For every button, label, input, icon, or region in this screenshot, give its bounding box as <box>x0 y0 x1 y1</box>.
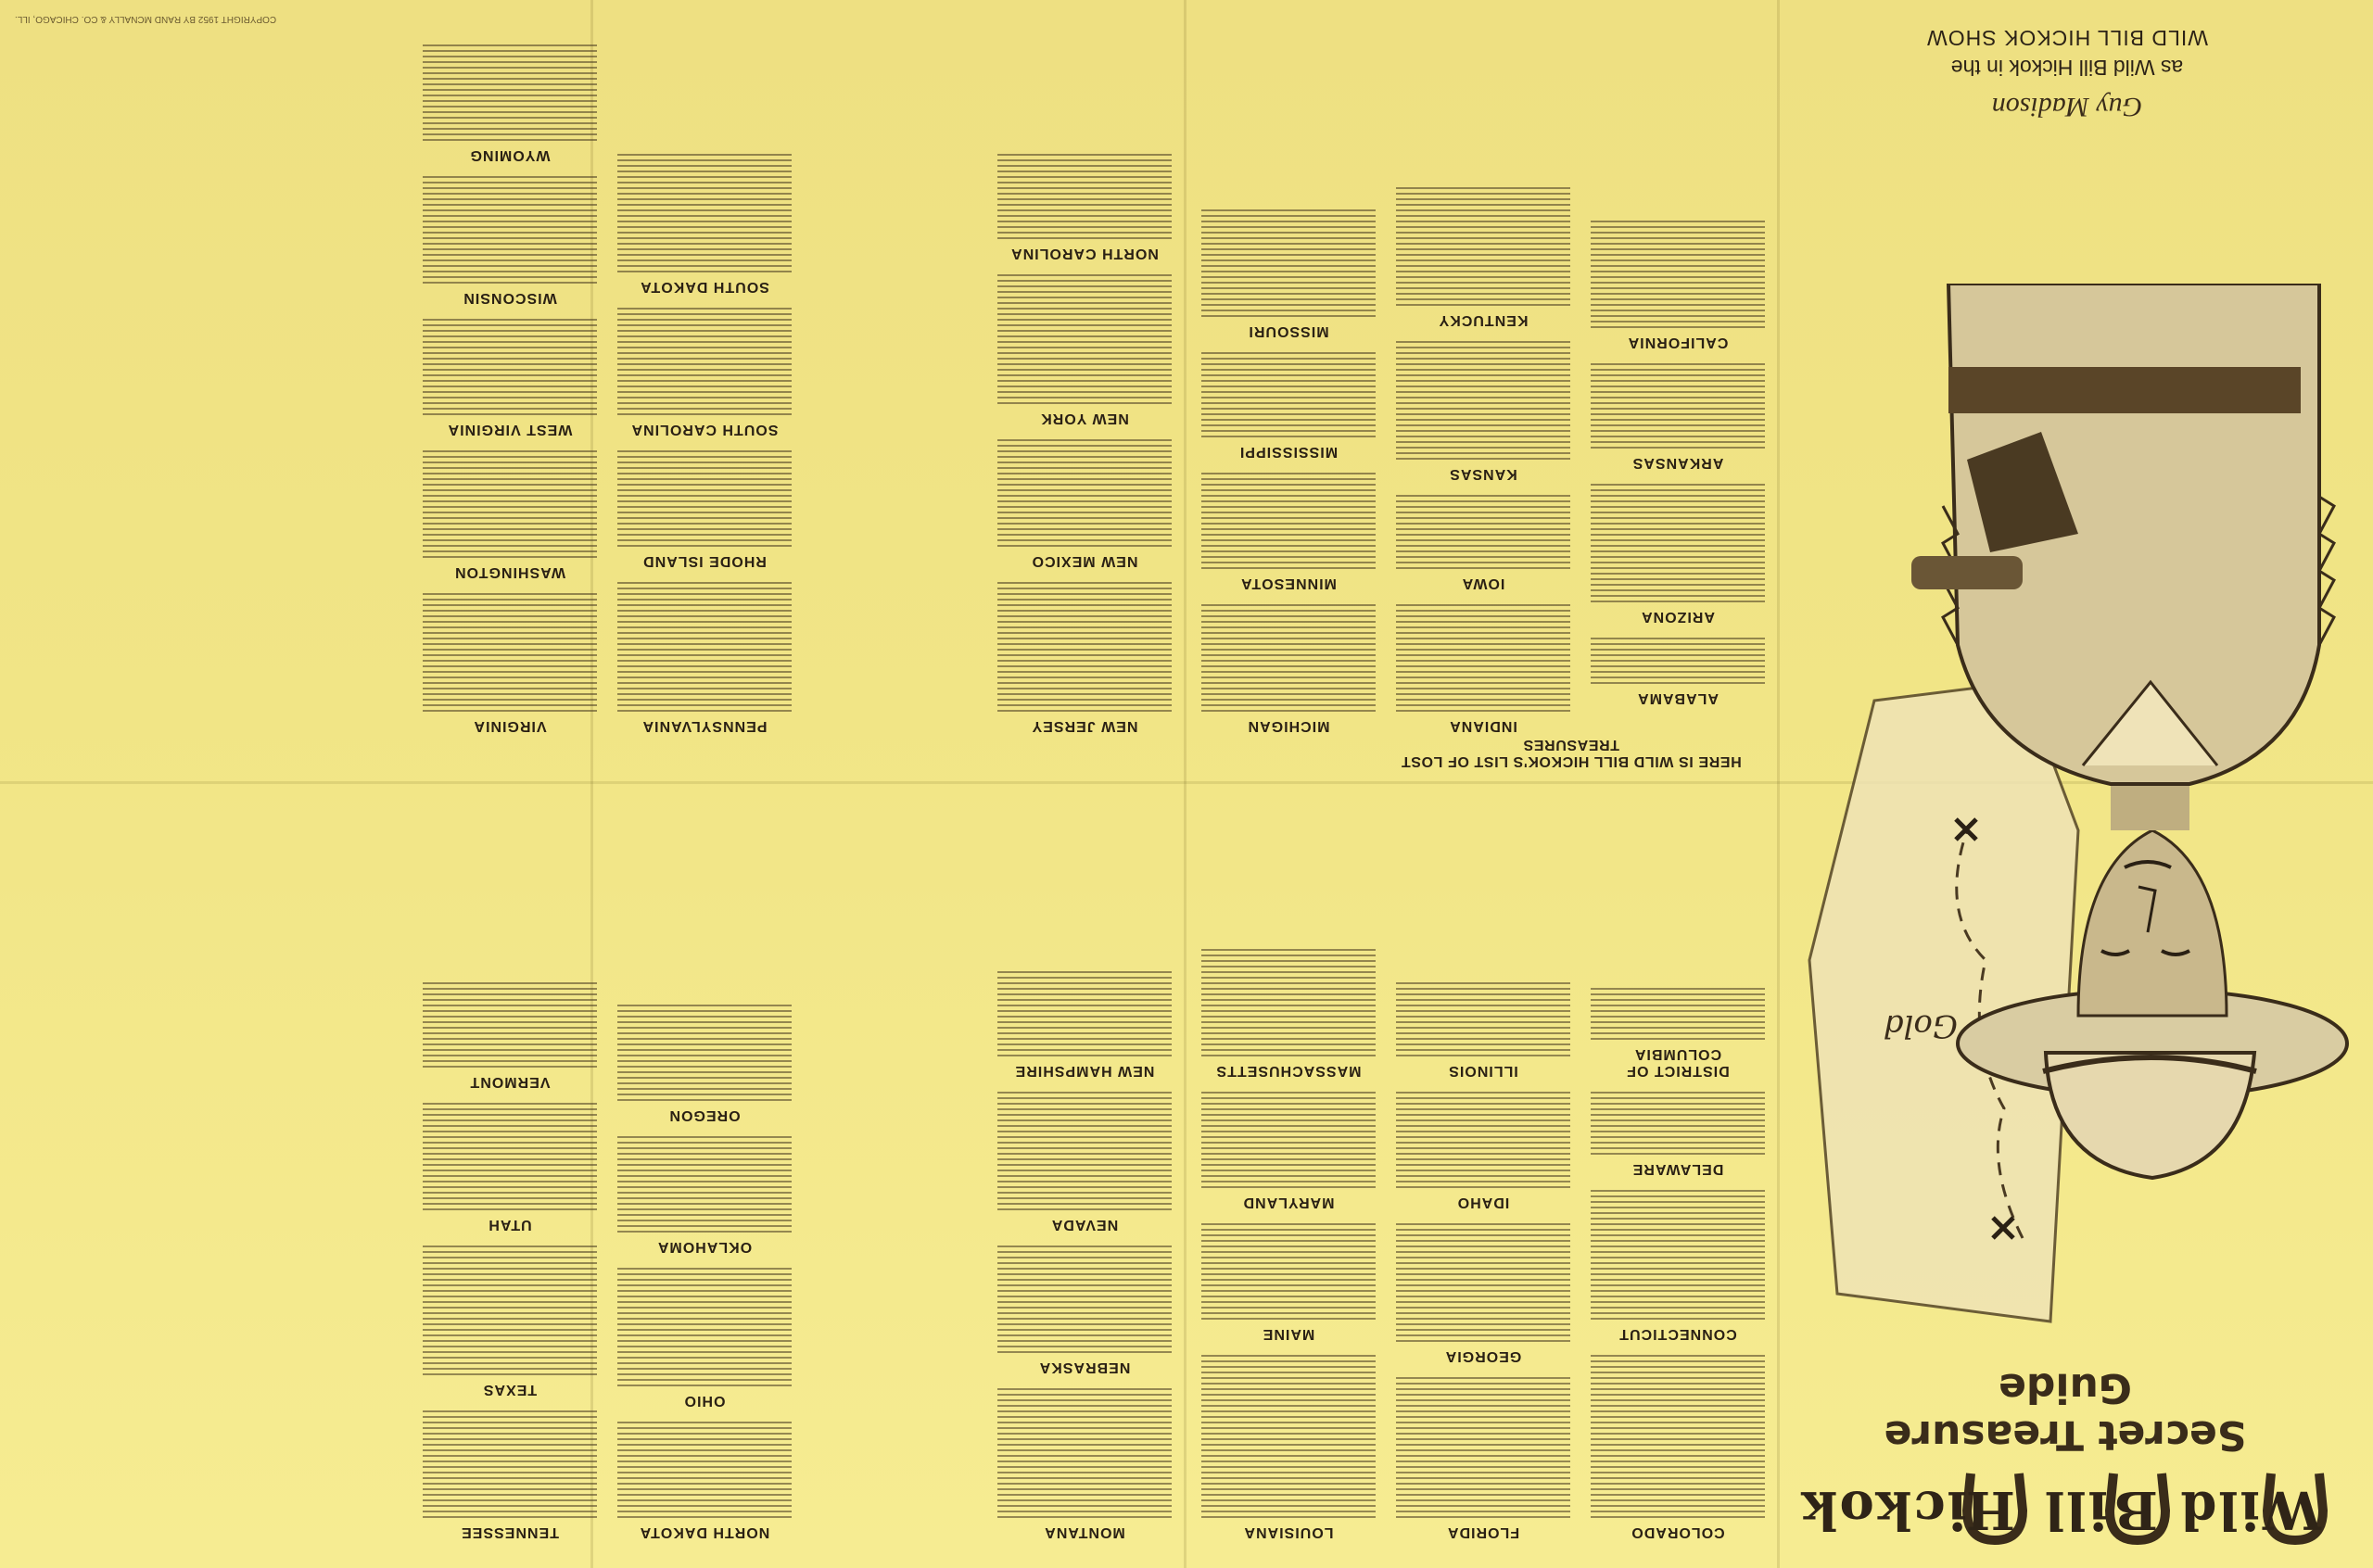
state-heading: WEST VIRGINIA <box>447 422 573 437</box>
state-entry-text <box>617 1001 792 1101</box>
cowboy-portrait <box>1795 284 2356 1349</box>
state-entry-text <box>617 304 792 415</box>
state-entry-text <box>1201 945 1376 1056</box>
state-heading: SOUTH CAROLINA <box>630 422 779 437</box>
state-heading: NEVADA <box>1050 1217 1119 1233</box>
state-heading: OREGON <box>668 1107 741 1123</box>
state-heading: TEXAS <box>482 1382 538 1397</box>
state-heading: UTAH <box>488 1217 532 1233</box>
state-heading: DISTRICT OF COLUMBIA <box>1626 1046 1730 1079</box>
state-entry-text <box>1591 1186 1765 1320</box>
state-heading: NEW HAMPSHIRE <box>1014 1063 1155 1079</box>
state-heading: NEW JERSEY <box>1031 718 1138 734</box>
title-word-ickok: ickok <box>1799 1479 1967 1540</box>
state-column <box>612 1001 797 1549</box>
state-column <box>612 150 797 743</box>
state-heading: ARIZONA <box>1641 609 1715 625</box>
state-heading: MONTANA <box>1044 1524 1125 1540</box>
state-heading: RHODE ISLAND <box>642 553 767 569</box>
caption-actor-name: Guy Madison <box>1991 92 2143 122</box>
state-entry-text <box>997 1385 1172 1518</box>
state-entry-text <box>1396 1220 1570 1342</box>
state-heading: INDIANA <box>1449 718 1517 734</box>
title-initial-h: H <box>1964 1479 2015 1540</box>
state-column <box>992 967 1177 1549</box>
state-entry-text <box>997 578 1172 712</box>
state-entry-text <box>1591 480 1765 602</box>
state-entry-text <box>1591 1351 1765 1518</box>
state-heading: MINNESOTA <box>1240 575 1337 591</box>
state-entry-text <box>423 172 597 284</box>
state-column <box>1585 217 1770 715</box>
state-heading: MAINE <box>1262 1326 1315 1342</box>
state-heading: MISSISSIPPI <box>1238 444 1339 460</box>
state-entry-text <box>617 447 792 547</box>
state-entry-text <box>1201 206 1376 317</box>
list-header: HERE IS WILD BILL HICKOK'S LIST OF LOST TREASURES <box>1401 737 1742 769</box>
state-column <box>1390 183 1576 743</box>
state-entry-text <box>1591 1088 1765 1155</box>
state-heading: SOUTH DAKOTA <box>640 279 769 295</box>
state-entry-text <box>617 1264 792 1386</box>
state-entry-text <box>423 589 597 712</box>
state-entry-text <box>423 979 597 1068</box>
state-heading: MISSOURI <box>1248 323 1329 339</box>
state-column <box>1196 206 1381 743</box>
state-entry-text <box>1396 979 1570 1056</box>
state-entry-text <box>617 150 792 272</box>
state-column <box>1390 979 1576 1549</box>
copyright-line: COPYRIGHT 1952 BY RAND MCNALLY & CO. CHICAGO, ILL. <box>15 14 277 24</box>
state-entry-text <box>1396 1373 1570 1518</box>
state-entry-text <box>997 150 1172 239</box>
state-heading: WISCONSIN <box>463 290 557 306</box>
state-heading: NORTH DAKOTA <box>639 1524 770 1540</box>
state-entry-text <box>617 1132 792 1233</box>
state-entry-text <box>997 967 1172 1056</box>
state-entry-text <box>1201 1220 1376 1320</box>
state-heading: DELAWARE <box>1631 1161 1724 1177</box>
state-entry-text <box>617 1418 792 1518</box>
title-word-ill: ill <box>2043 1479 2108 1540</box>
state-heading: NORTH CAROLINA <box>1010 246 1159 261</box>
state-entry-text <box>1201 1088 1376 1188</box>
state-entry-text <box>997 1242 1172 1353</box>
state-heading: OKLAHOMA <box>656 1239 753 1255</box>
state-entry-text <box>423 1242 597 1375</box>
state-entry-text <box>423 315 597 415</box>
state-entry-text <box>1201 348 1376 437</box>
state-heading: IDAHO <box>1456 1195 1510 1210</box>
state-entry-text <box>1591 360 1765 449</box>
cover-panel <box>1780 0 2373 1568</box>
state-heading: PENNSYLVANIA <box>641 718 768 734</box>
state-heading: NEBRASKA <box>1038 1359 1131 1375</box>
state-entry-text <box>1396 337 1570 460</box>
state-column <box>992 150 1177 743</box>
state-heading: GEORGIA <box>1444 1348 1522 1364</box>
state-heading: MICHIGAN <box>1247 718 1330 734</box>
caption-line-2: WILD BILL HICKOK SHOW <box>1926 26 2208 50</box>
state-heading: VERMONT <box>469 1074 551 1090</box>
state-heading: KANSAS <box>1449 466 1517 482</box>
state-entry-text <box>1591 984 1765 1040</box>
state-entry-text <box>1201 469 1376 569</box>
state-entry-text <box>1396 183 1570 306</box>
state-heading: ARKANSAS <box>1631 455 1724 471</box>
state-entry-text <box>423 41 597 141</box>
caption-line-1: as Wild Bill Hickok in the <box>1950 56 2184 80</box>
state-column <box>417 979 603 1549</box>
state-entry-text <box>617 578 792 712</box>
title-word-ild: ild <box>2178 1479 2260 1540</box>
state-heading: ILLINOIS <box>1448 1063 1518 1079</box>
state-column <box>1585 984 1770 1549</box>
title-initial-w: W <box>2261 1479 2321 1540</box>
guide-subtitle: Secret Treasure Guide <box>1884 1364 2247 1459</box>
state-heading: MASSACHUSETTS <box>1215 1063 1362 1079</box>
state-heading: KENTUCKY <box>1438 312 1529 328</box>
state-entry-text <box>423 1099 597 1210</box>
state-column <box>417 41 603 743</box>
state-heading: VIRGINIA <box>473 718 547 734</box>
state-entry-text <box>1201 1351 1376 1518</box>
state-heading: WYOMING <box>469 147 551 163</box>
state-entry-text <box>997 1088 1172 1210</box>
map-gold-label: Gold <box>1883 1007 1958 1044</box>
state-heading: MARYLAND <box>1242 1195 1335 1210</box>
state-entry-text <box>1396 601 1570 712</box>
state-heading: WASHINGTON <box>454 564 565 580</box>
state-entry-text <box>1591 634 1765 684</box>
state-column <box>1196 945 1381 1549</box>
state-heading: NEW YORK <box>1040 411 1129 426</box>
state-entry-text <box>997 271 1172 404</box>
state-heading: NEW MEXICO <box>1031 553 1138 569</box>
state-heading: ALABAMA <box>1637 690 1719 706</box>
state-entry-text <box>1396 1088 1570 1188</box>
title-initial-b: B <box>2112 1479 2158 1540</box>
state-heading: CALIFORNIA <box>1627 335 1729 350</box>
state-entry-text <box>1591 217 1765 328</box>
state-heading: TENNESSEE <box>461 1524 559 1540</box>
state-entry-text <box>1396 491 1570 569</box>
state-heading: FLORIDA <box>1446 1524 1520 1540</box>
state-heading: LOUISIANA <box>1243 1524 1334 1540</box>
state-heading: IOWA <box>1461 575 1505 591</box>
state-entry-text <box>997 436 1172 547</box>
state-heading: OHIO <box>683 1393 726 1409</box>
state-heading: COLORADO <box>1631 1524 1725 1540</box>
state-heading: CONNECTICUT <box>1618 1326 1737 1342</box>
state-entry-text <box>423 447 597 558</box>
state-entry-text <box>423 1407 597 1518</box>
state-entry-text <box>1201 601 1376 712</box>
fold-line <box>1184 0 1186 1568</box>
